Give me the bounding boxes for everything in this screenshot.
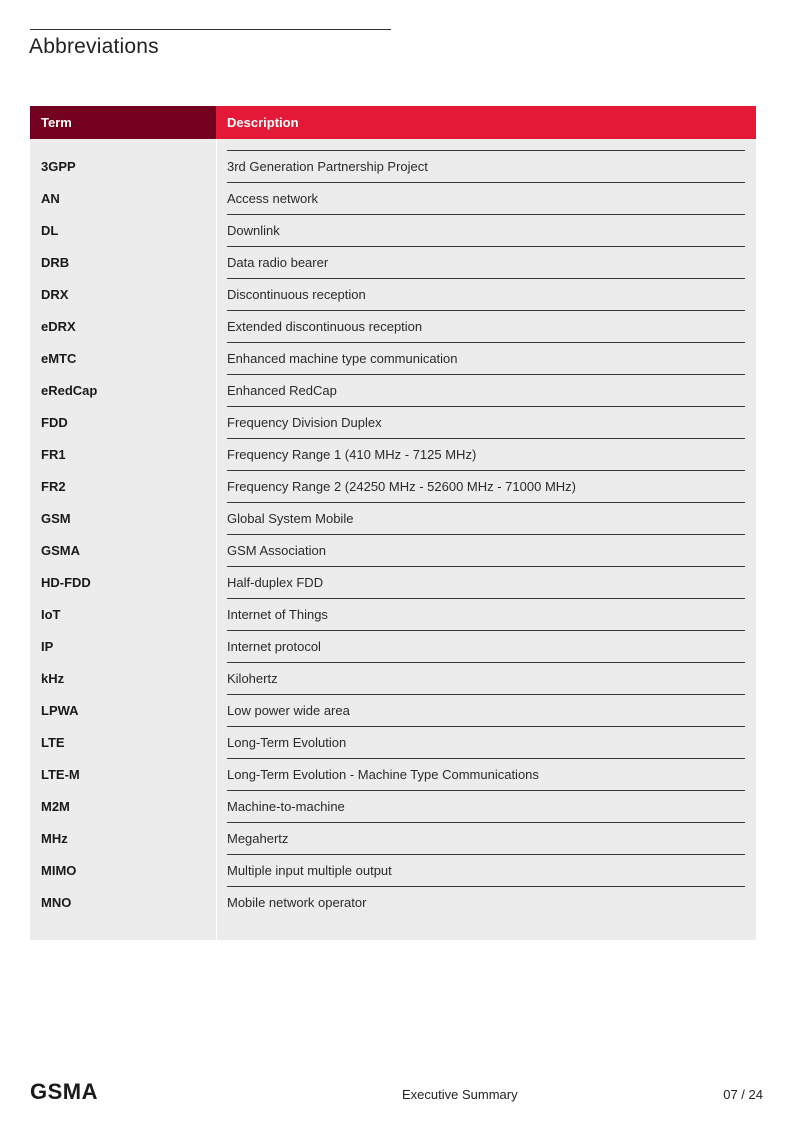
term-cell: IoT <box>41 606 61 622</box>
footer-section-title: Executive Summary <box>402 1087 518 1102</box>
description-cell <box>227 342 745 374</box>
header-term: Term <box>30 106 216 139</box>
term-cell: DL <box>41 222 59 238</box>
description-text: Low power wide area <box>227 703 350 718</box>
gsma-logo: GSMA <box>30 1079 98 1104</box>
description-cell <box>227 694 745 726</box>
table-header <box>30 106 756 139</box>
description-text: Downlink <box>227 223 280 238</box>
description-text: Enhanced machine type communication <box>227 351 458 366</box>
description-text: Kilohertz <box>227 671 278 686</box>
description-cell <box>227 214 745 246</box>
abbreviations-table <box>30 106 756 940</box>
term-cell: kHz <box>41 670 65 686</box>
description-text: Internet of Things <box>227 607 328 622</box>
description-cell <box>227 662 745 694</box>
term-cell: DRB <box>41 254 70 270</box>
description-cell <box>227 438 745 470</box>
footer-page-number: 07 / 24 <box>723 1087 763 1102</box>
description-cell <box>227 374 745 406</box>
description-cell <box>227 246 745 278</box>
term-cell: FR1 <box>41 446 66 462</box>
description-text: GSM Association <box>227 543 326 558</box>
description-text: Enhanced RedCap <box>227 383 337 398</box>
term-cell: eDRX <box>41 318 76 334</box>
description-cell <box>227 534 745 566</box>
description-text: Half-duplex FDD <box>227 575 324 590</box>
description-cell <box>227 790 745 822</box>
description-cell <box>227 310 745 342</box>
description-cell <box>227 502 745 534</box>
term-cell: AN <box>41 190 60 206</box>
description-text: Frequency Division Duplex <box>227 415 382 430</box>
description-text: Access network <box>227 191 319 206</box>
term-cell: FR2 <box>41 478 66 494</box>
description-text: Multiple input multiple output <box>227 863 392 878</box>
term-cell: LTE <box>41 734 65 750</box>
term-cell: DRX <box>41 286 69 302</box>
description-cell <box>227 278 745 310</box>
term-cell: GSM <box>41 510 71 526</box>
term-cell: IP <box>41 638 54 654</box>
term-cell: MIMO <box>41 862 77 878</box>
description-cell <box>227 854 745 886</box>
description-cell <box>227 726 745 758</box>
term-cell: 3GPP <box>41 158 76 174</box>
description-text: Extended discontinuous reception <box>227 319 423 334</box>
description-cell <box>227 630 745 662</box>
description-cell <box>227 406 745 438</box>
description-cell <box>227 566 745 598</box>
description-text: Data radio bearer <box>227 255 329 270</box>
header-description: Description <box>216 106 756 139</box>
term-cell: MHz <box>41 830 68 846</box>
description-cell <box>227 598 745 630</box>
term-cell: LTE-M <box>41 766 80 782</box>
description-cell <box>227 822 745 854</box>
description-cell <box>227 470 745 502</box>
term-cell: M2M <box>41 798 70 814</box>
term-cell: eRedCap <box>41 382 98 398</box>
term-cell: LPWA <box>41 702 79 718</box>
description-text: Discontinuous reception <box>227 287 366 302</box>
description-text: Long-Term Evolution - Machine Type Communications <box>227 767 539 782</box>
term-cell: MNO <box>41 894 72 910</box>
term-column <box>30 139 216 940</box>
description-column <box>216 139 756 940</box>
term-cell: eMTC <box>41 350 77 366</box>
description-cell <box>227 758 745 790</box>
description-text: 3rd Generation Partnership Project <box>227 159 428 174</box>
page-title: Abbreviations <box>29 35 159 58</box>
description-text: Long-Term Evolution <box>227 735 347 750</box>
term-cell: HD-FDD <box>41 574 91 590</box>
term-cell: GSMA <box>41 542 80 558</box>
description-text: Mobile network operator <box>227 895 367 910</box>
description-text: Machine-to-machine <box>227 799 345 814</box>
description-cell <box>227 182 745 214</box>
description-text: Frequency Range 2 (24250 MHz - 52600 MHz - 71000 MHz) <box>227 479 576 494</box>
table-body <box>30 139 756 940</box>
description-text: Internet protocol <box>227 639 321 654</box>
description-cell <box>227 150 745 182</box>
description-cell <box>227 886 745 918</box>
description-text: Megahertz <box>227 831 289 846</box>
top-rule <box>30 29 391 30</box>
description-text: Frequency Range 1 (410 MHz - 7125 MHz) <box>227 447 477 462</box>
term-cell: FDD <box>41 414 68 430</box>
description-text: Global System Mobile <box>227 511 354 526</box>
